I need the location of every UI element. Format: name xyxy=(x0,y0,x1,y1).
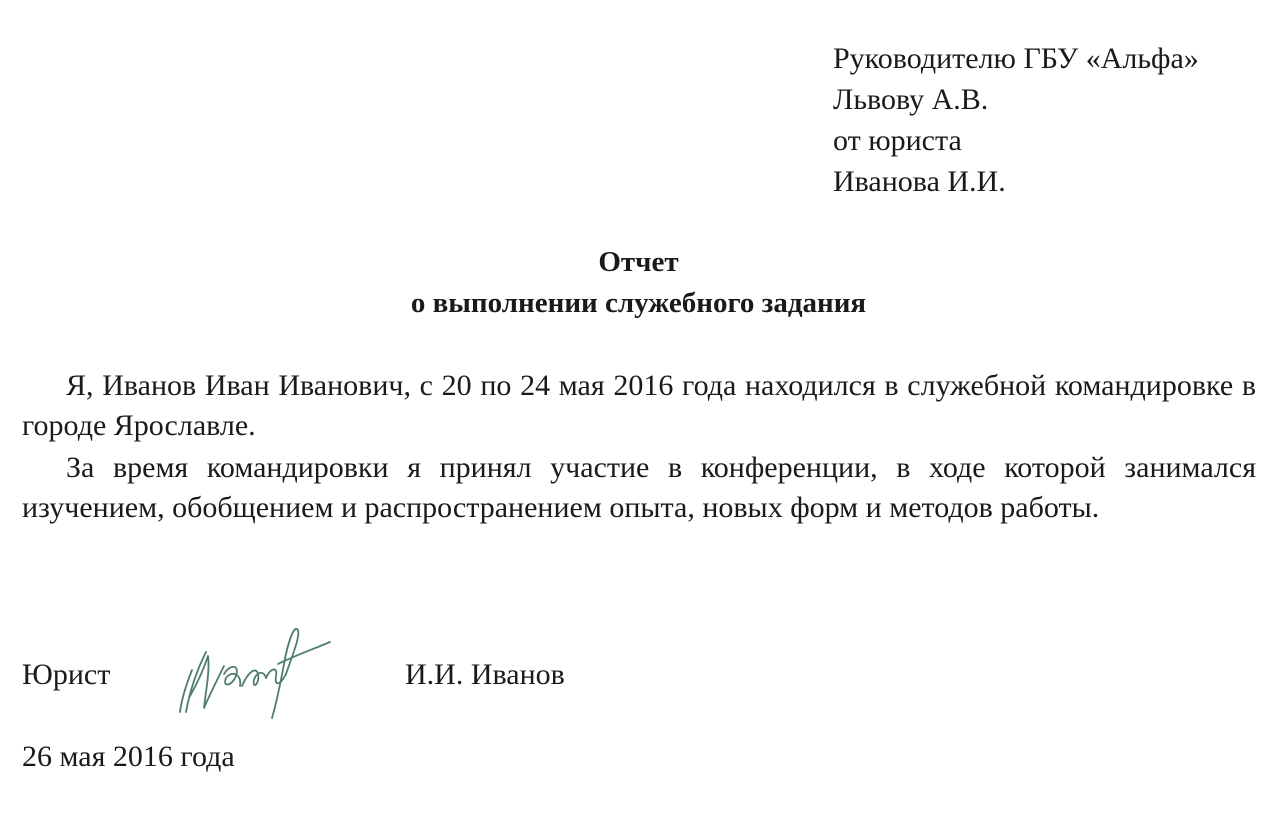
body-paragraph-2: За время командировки я принял участие в конференции, в ходе которой занимался изучением, обобщением и распространением опыта, новых форм и методов работы. xyxy=(22,451,1256,524)
addressee-line-sender: Иванова И.И. xyxy=(833,165,1006,198)
body-paragraph-2-container xyxy=(22,448,1256,528)
addressee-line-from: от юриста xyxy=(833,124,962,157)
signature-strokes xyxy=(180,629,330,718)
document-title: Отчет xyxy=(598,246,679,278)
signer-role: Юрист xyxy=(22,658,111,691)
addressee-line-organization: Руководителю ГБУ «Альфа» xyxy=(833,42,1199,75)
body-paragraph-1: Я, Иванов Иван Иванович, с 20 по 24 мая 2016 года находился в служебной командировке в городе Ярославле. xyxy=(22,369,1256,442)
body-paragraph-1-container xyxy=(22,366,1256,446)
addressee-block xyxy=(833,38,1199,202)
document-subtitle: о выполнении служебного задания xyxy=(410,287,867,319)
handwritten-signature xyxy=(170,608,340,723)
addressee-line-recipient: Львову А.В. xyxy=(833,83,989,116)
document-date: 26 мая 2016 года xyxy=(22,740,235,773)
signer-name: И.И. Иванов xyxy=(405,658,565,691)
